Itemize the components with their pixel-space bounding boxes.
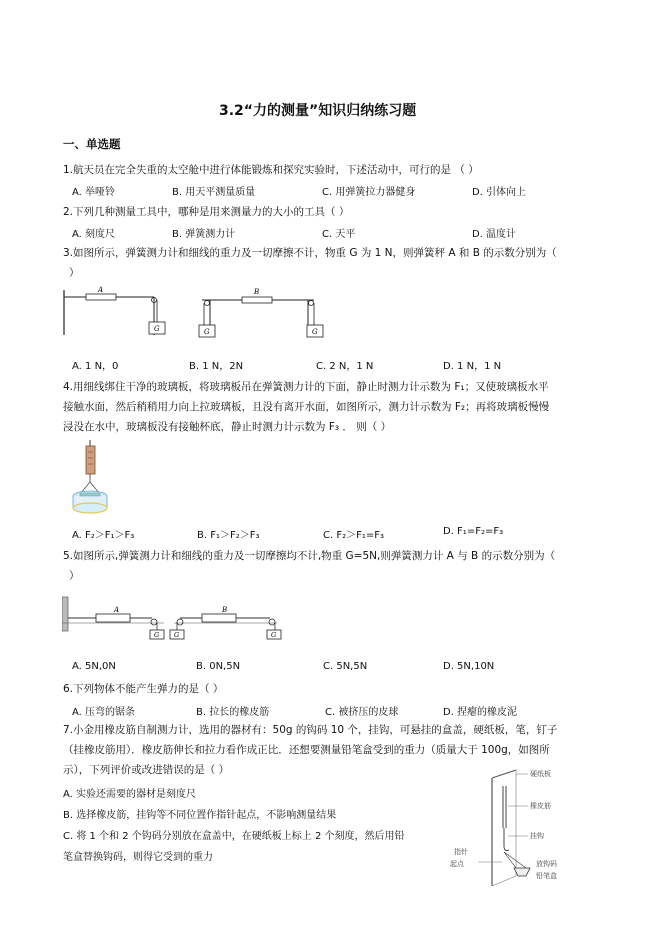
question-7-line-3: 示），下列评价或改进错误的是（ ） [63,764,230,776]
q7-label-weights-2: 铅笔盒 [536,872,557,880]
q7-label-hook: 挂钩 [530,832,544,840]
q6-option-b[interactable]: B. 拉长的橡皮筋 [196,707,270,718]
q3-option-b[interactable]: B. 1 N，2N [189,361,244,372]
q5-label-b: B [222,606,228,614]
q5-label-a: A [114,606,120,614]
q6-option-a[interactable]: A. 压弯的锯条 [72,707,136,718]
question-6-stem: 6.下列物体不能产生弹力的是（ ） [63,683,224,695]
q5-option-a[interactable]: A. 5N,0N [72,661,116,672]
question-2-stem: 2.下列几种测量工具中，哪种是用来测量力的大小的工具（ ） [63,206,350,218]
q5-option-c[interactable]: C. 5N,5N [323,661,368,672]
q1-option-d[interactable]: D. 引体向上 [472,187,527,198]
question-3-stem: 3.如图所示，弹簧测力计和细线的重力及一切摩擦不计，物重 G 为 1 N，则弹簧秤 A 和 B 的示数分别为（ [63,247,557,259]
q3-label-b: B [254,288,260,296]
q4-figure [68,440,118,515]
q3-option-a[interactable]: A. 1 N，0 [72,361,119,372]
q1-option-b[interactable]: B. 用天平测量质量 [172,187,256,198]
question-4-line-3: 浸没在水中，玻璃板没有接触杯底，静止时测力计示数为 F₃ ． 则（ ） [63,421,392,433]
q7-label-pointer-2: 起点 [450,860,464,868]
q7-option-c-cont: 笔盒替换钩码，则得它受到的重力 [63,852,213,863]
question-3-stem-cont: ） [69,267,80,279]
q5-label-g2: G [174,631,180,639]
q6-option-d[interactable]: D. 捏瘪的橡皮泥 [443,707,518,718]
q7-label-band: 橡皮筋 [530,802,551,810]
q2-option-b[interactable]: B. 弹簧测力计 [172,229,236,240]
q5-label-g3: G [271,631,277,639]
q3-label-a: A [98,286,104,294]
section-heading: 一、单选题 [63,137,121,151]
q1-option-c[interactable]: C. 用弹簧拉力器健身 [322,187,416,198]
question-7-line-1: 7.小金用橡皮筋自制测力计，选用的器材有：50g 的钩码 10 个，挂钩，可悬挂的盒盖，硬纸板，笔，钉子 [63,724,558,736]
q7-option-c[interactable]: C. 将 1 个和 2 个钩码分别放在盒盖中，在硬纸板上标上 2 个刻度，然后用铅 [63,831,405,842]
q2-option-d[interactable]: D. 温度计 [472,229,517,240]
q4-option-a[interactable]: A. F₂＞F₁＞F₃ [72,530,135,541]
q7-option-a[interactable]: A. 实验还需要的器材是刻度尺 [63,789,197,800]
q7-label-pointer-1: 指针 [454,848,468,856]
q3-label-g3: G [312,328,318,336]
q3-figure [62,285,332,347]
question-7-line-2: （挂橡皮筋用）．橡皮筋伸长和拉力看作成正比．还想要测量铅笔盒受到的重力（质量大于 100g，如图所 [63,744,550,756]
q7-figure [446,766,596,888]
q2-option-a[interactable]: A. 刻度尺 [72,229,116,240]
q1-option-a[interactable]: A. 举哑铃 [72,187,116,198]
question-4-line-1: 4.用细线绑住干净的玻璃板，将玻璃板吊在弹簧测力计的下面，静止时测力计示数为 F₁；又使玻璃板水平 [63,381,549,393]
q5-option-d[interactable]: D. 5N,10N [443,661,495,672]
q7-option-b[interactable]: B. 选择橡皮筋，挂钩等不同位置作指针起点，不影响测量结果 [63,810,337,821]
q4-option-c[interactable]: C. F₂＞F₁=F₃ [323,530,385,541]
q3-label-g2: G [204,328,210,336]
q4-option-d[interactable]: D. F₁=F₂=F₃ [443,526,504,537]
q2-option-c[interactable]: C. 天平 [322,229,356,240]
q5-option-b[interactable]: B. 0N,5N [196,661,241,672]
question-1-stem: 1.航天员在完全失重的太空舱中进行体能锻炼和探究实验时，下述活动中，可行的是 （ ） [63,164,479,176]
q7-label-board: 硬纸板 [530,770,551,778]
q5-label-g1: G [154,631,160,639]
q7-label-weights-1: 放钩码 [536,860,557,868]
q3-option-d[interactable]: D. 1 N，1 N [443,361,502,372]
q5-figure [62,592,282,640]
q4-option-b[interactable]: B. F₁＞F₂＞F₃ [197,530,260,541]
q3-option-c[interactable]: C. 2 N，1 N [316,361,374,372]
question-4-line-2: 接触水面，然后稍稍用力向上拉玻璃板，且没有离开水面，如图所示，测力计示数为 F₂；再将玻璃板慢慢 [63,401,550,413]
page-title: 3.2“力的测量”知识归纳练习题 [219,103,417,119]
q6-option-c[interactable]: C. 被挤压的皮球 [325,707,399,718]
question-5-stem-cont: ） [69,570,80,582]
question-5-stem: 5.如图所示,弹簧测力计和细线的重力及一切摩擦均不计,物重 G=5N,则弹簧测力计 A 与 B 的示数分别为（ [63,550,556,562]
q3-label-g1: G [154,325,160,333]
